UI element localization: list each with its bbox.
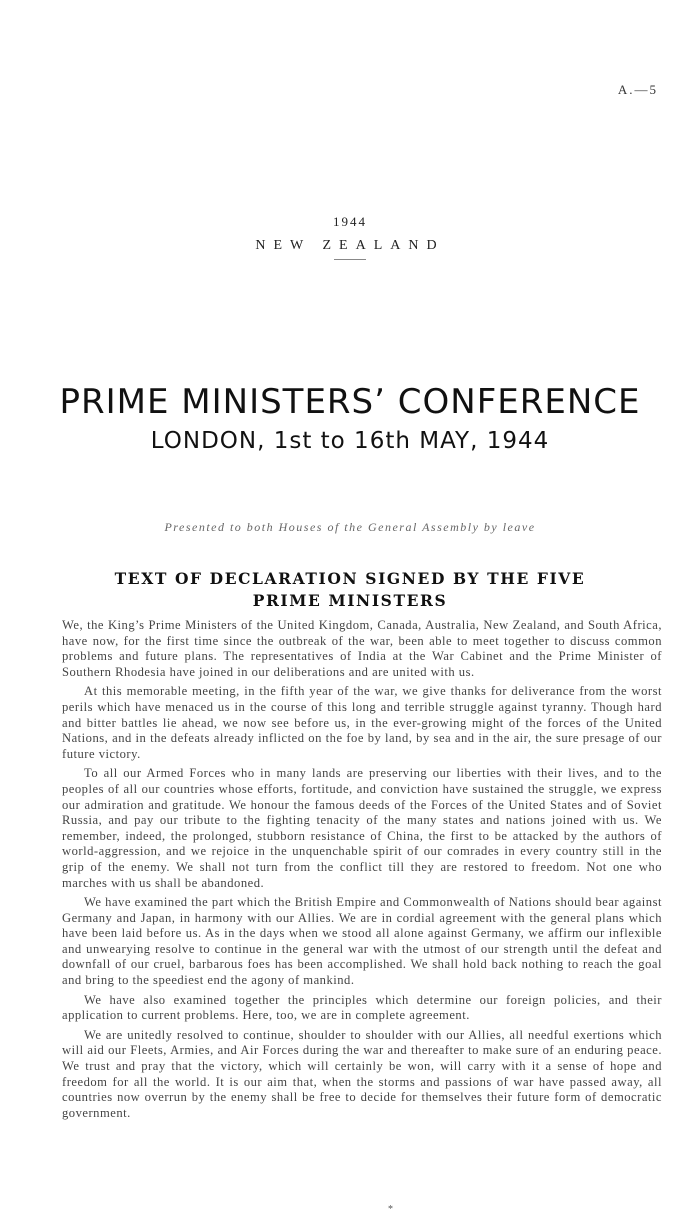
- divider-rule: [334, 259, 366, 260]
- page-reference: A.—5: [617, 82, 658, 97]
- presented-note: Presented to both Houses of the General Assembly by leave: [164, 520, 536, 534]
- declaration-title-line2: PRIME MINISTERS: [252, 591, 448, 610]
- declaration-title: [0, 568, 700, 612]
- paragraph: We, the King’s Prime Ministers of the United Kingdom, Canada, Australia, New Zealand, and South Africa, have now, for the first time since the outbreak of the war, been able to meet together to discuss common problems and future plans. The representatives of India at the War Cabinet and the Prime Minister of Southern Rhodesia have joined in our deliberations and are united with us.: [62, 618, 662, 679]
- conference-title: PRIME MINISTERS’ CONFERENCE: [59, 382, 641, 422]
- declaration-title-line1: TEXT OF DECLARATION SIGNED BY THE FIVE: [114, 569, 586, 588]
- paragraph: We have also examined together the principles which determine our foreign policies, and their application to current problems. Here, too, we are in complete agreement.: [62, 992, 662, 1023]
- country-heading: NEW ZEALAND: [255, 238, 445, 253]
- paragraph: To all our Armed Forces who in many lands are preserving our liberties with their lives, and to the peoples of all our countries whose efforts, fortitude, and conviction have sustained the struggle, we express our admiration and gratitude. We honour the famous deeds of the Forces of the United States and of Soviet Russia, and pay our tribute to the fighting tenacity of the many states and nations joined with us. We remember, indeed, the prolonged, stubborn resistance of China, the first to be attacked by the authors of world-aggression, and we rejoice in the unquenchable spirit of our comrades in every country still in the grip of the enemy. We shall not turn from the conflict till they are restored to freedom. Not one who marches with us shall be abandoned.: [62, 766, 662, 890]
- conference-subtitle: LONDON, 1st to 16th MAY, 1944: [150, 428, 550, 454]
- declaration-body: [62, 618, 662, 1125]
- paragraph: We have examined the part which the British Empire and Commonwealth of Nations should bear against Germany and Japan, in harmony with our Allies. We are in cordial agreement with the general plans which have been laid before us. As in the days when we stood all alone against Germany, we affirm our inflexible and unwearying resolve to continue in the general war with the utmost of our strength until the defeat and downfall of our cruel, barbarous foes has been accomplished. We shall hold back nothing to reach the goal and bring to the speediest end the agony of mankind.: [62, 895, 662, 988]
- paragraph: At this memorable meeting, in the fifth year of the war, we give thanks for deliverance from the worst perils which have menaced us in the course of this long and terrible struggle against tyranny. Though hard and bitter battles lie ahead, we now see before us, in the ever-growing might of the forces of the United Nations, and in the defeats already inflicted on the foe by land, by sea and in the air, the sure presage of our future victory.: [62, 684, 662, 761]
- bottom-mark: *: [388, 1204, 393, 1215]
- year: 1944: [333, 214, 367, 229]
- paragraph: We are unitedly resolved to continue, shoulder to shoulder with our Allies, all needful exertions which will aid our Fleets, Armies, and Air Forces during the war and thereafter to make sure of an enduring peace. We trust and pray that the victory, which will certainly be won, will carry with it a sense of hope and freedom for all the world. It is our aim that, when the storms and passions of war have passed away, all countries now overrun by the enemy shall be free to decide for themselves their future form of democratic government.: [62, 1027, 662, 1120]
